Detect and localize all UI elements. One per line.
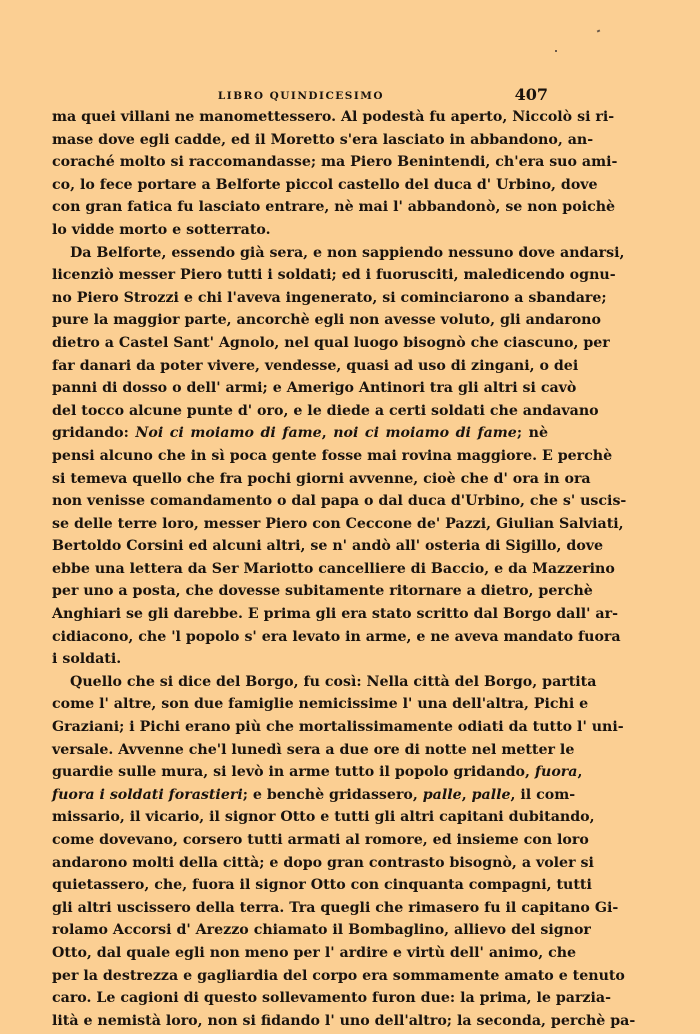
text-line: pure la maggior parte, ancorchè egli non avesse voluto, gli andarono (52, 312, 601, 329)
text-line: coraché molto si raccomandasse; ma Piero Benintendi, ch'era suo ami- (52, 154, 618, 171)
text-line: versale. Avvenne che'l lunedì sera a due ore di notte nel metter le (52, 741, 575, 758)
text-line: co, lo fece portare a Belforte piccol castello del duca d' Urbino, dove (52, 176, 598, 193)
text-line: Anghiari se gli darebbe. E prima gli era stato scritto dal Borgo dall' ar- (52, 606, 618, 623)
page-speck (555, 50, 557, 52)
body-text (52, 106, 636, 1032)
text-line: i soldati. (52, 651, 122, 668)
text-line: far danari da poter vivere, vendesse, quasi ad uso di zingani, o dei (52, 357, 579, 374)
running-title: LIBRO QUINDICESIMO (217, 90, 385, 102)
text-line: pensi alcuno che in sì poca gente fosse mai rovina maggiore. E perchè (52, 447, 613, 464)
text-line: per uno a posta, che dovesse subitamente ritornare a dietro, perchè (52, 583, 593, 600)
text-line: come dovevano, corsero tutti armati al romore, ed insieme con loro (52, 832, 589, 848)
text-line: Bertoldo Corsini ed alcuni altri, se n' andò all' osteria di Sigillo, dove (52, 538, 604, 555)
text-line: caro. Le cagioni di questo sollevamento furon due: la prima, le parzia- (52, 990, 611, 1007)
text-line: se delle terre loro, messer Piero con Ceccone de' Pazzi, Giulian Salviati, (52, 515, 624, 532)
text-line: si temeva quello che fra pochi giorni avvenne, cioè che d' ora in ora (52, 470, 591, 487)
text-line: licenziò messer Piero tutti i soldati; ed i fuorusciti, maledicendo ognu- (52, 267, 616, 284)
text-line: quietassero, che, fuora il signor Otto con cinquanta compagni, tutti (52, 877, 592, 894)
text-line: fuora i soldati forastieri; e benchè gridassero, palle, palle, il com- (52, 786, 576, 803)
text-line: ebbe una lettera da Ser Mariotto cancelliere di Baccio, e da Mazzerino (52, 560, 615, 577)
text-line: del tocco alcune punte d' oro, e le diede a certi soldati che andavano (52, 402, 599, 419)
text-line: guardie sulle mura, si levò in arme tutto il popolo gridando, fuora, (52, 764, 583, 781)
page-number: 407 (514, 85, 548, 104)
text-line: dietro a Castel Sant' Agnolo, nel qual luogo bisognò che ciascuno, per (52, 334, 610, 351)
text-line: lità e nemistà loro, non si fidando l' uno dell'altro; la seconda, perchè pa- (52, 1012, 636, 1029)
text-line: missario, il vicario, il signor Otto e tutti gli altri capitani dubitando, (52, 809, 595, 826)
text-line: gridando: Noi ci moiamo di fame, noi ci moiamo di fame; nè (52, 425, 548, 442)
text-line: non venisse comandamento o dal papa o dal duca d'Urbino, che s' uscis- (52, 493, 627, 510)
text-line: cidiacono, che 'l popolo s' era levato in arme, e ne aveva mandato fuora (52, 628, 621, 645)
text-line: Quello che si dice del Borgo, fu così: Nella città del Borgo, partita (70, 673, 597, 690)
text-line: rolamo Accorsi d' Arezzo chiamato il Bombaglino, allievo del signor (52, 922, 591, 939)
text-line: gli altri uscissero della terra. Tra quegli che rimasero fu il capitano Gi- (52, 899, 619, 916)
text-line: andarono molti della città; e dopo gran contrasto bisognò, a voler si (52, 854, 594, 871)
text-line: con gran fatica fu lasciato entrare, nè mai l' abbandonò, se non poichè (52, 199, 616, 216)
text-line: Da Belforte, essendo già sera, e non sappiendo nessuno dove andarsi, (70, 244, 625, 261)
text-line: no Piero Strozzi e chi l'aveva ingenerato, si cominciarono a sbandare; (52, 289, 607, 306)
text-line: mase dove egli cadde, ed il Moretto s'era lasciato in abbandono, an- (52, 131, 594, 148)
text-line: per la destrezza e gagliardia del corpo era sommamente amato e tenuto (52, 967, 625, 984)
text-line: lo vidde morto e sotterrato. (52, 221, 271, 238)
text-line: Otto, dal quale egli non meno per l' ardire e virtù dell' animo, che (52, 944, 577, 961)
text-line: panni di dosso o dell' armi; e Amerigo Antinori tra gli altri si cavò (52, 380, 577, 397)
page-speck (597, 29, 601, 32)
text-line: ma quei villani ne manomettessero. Al podestà fu aperto, Niccolò si ri- (52, 109, 615, 125)
text-line: Graziani; i Pichi erano più che mortalissimamente odiati da tutto l' uni- (52, 719, 624, 736)
text-line: come l' altre, son due famiglie nemicissime l' una dell'altra, Pichi e (52, 696, 589, 713)
